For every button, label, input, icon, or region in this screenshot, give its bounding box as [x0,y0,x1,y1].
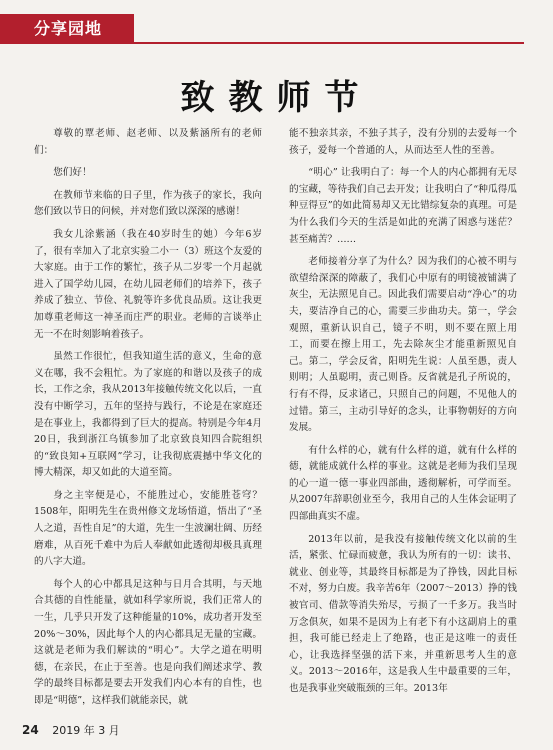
body-paragraph: “明心” 让我明白了：每一个人的内心都拥有无尽的宝藏，等待我们自己去开发；让我明白了“种瓜得瓜种豆得豆”的如此简易却又无比错综复杂的真理。可是为什么我们今天的生活是如此的充满了困惑与迷茫？甚至痛苦？…… [289,167,517,245]
section-label: 分享园地 [34,19,103,38]
body-paragraph: 虽然工作很忙，但我知道生活的意义，生命的意义在哪，我不会粗忙。为了家庭的和谐以及孩子的成长，工作之余，我从2013年接触传统文化以后，一直没有中断学习，五年的坚持与践行，不论是在家庭还是在事业上，我都得到了巨大的提高。特别是今年4月20日，我到浙江乌镇参加了北京致良知四合院组织的“致良知+互联网”学习，让我彻底震撼中华文化的博大精深，却又如此的大道至简。 [34,351,262,479]
issue-date: 2019 年 3 月 [52,724,120,737]
left-text-column [34,126,262,712]
body-paragraph: 我女儿涂紫涵（我在40岁时生的她）今年6岁了，很有幸加入了北京实验二小一（3）班这个友爱的大家庭。由于工作的繁忙，孩子从二岁零一个月起就进入了国学幼儿园，在幼儿园老师们的培养下，孩子养成了独立、节俭、礼貌等许多优良品质。这让我更加尊重老师这一神圣而庄严的职业。老师的言谈举止无一不在时刻影响着孩子。 [34,228,262,340]
body-paragraph: 老师接着分享了为什么？因为我们的心被不明与欲望给深深的障蔽了，我们心中原有的明镜被铺满了灰尘，无法照见自己。因此我们需要启动“净心”的功夫，要洁净自己的心，需要三步曲功夫。第一，学会观照，重新认识自己，镜子不明，则不要在照上用工，而要在擦上用工，先去除灰尘才能重新照见自己。第二，学会反省，阳明先生说：人虽至愚，责人则明；人虽聪明，责己则昏。反省就是孔子所说的，行有不得，反求诸己，只照自己的问题，不见他人的过错。第三，主动引导好的念头，让事物朝好的方向发展。 [289,256,517,434]
page-footer [22,722,120,738]
body-paragraph: 身之主宰便是心，不能胜过心，安能胜苍穹？1508年，阳明先生在贵州修文龙场悟道，悟出了“圣人之道，吾性自足”的大道，先生一生波澜壮阔、历经磨难，从百死千难中为后人奉献如此透彻却极具真理的八字大道。 [34,489,262,568]
body-paragraph: 尊敬的覃老师、赵老师、以及紫涵所有的老师们： [34,128,262,156]
body-paragraph: 能不独亲其亲，不独子其子，没有分别的去爱每一个孩子，爱每一个普通的人，从而达至人性的至善。 [289,128,517,156]
article-title: 致教师节 [180,78,373,118]
section-banner [0,14,134,44]
right-text-column [289,126,517,712]
section-rule [134,42,524,44]
body-paragraph: 每个人的心中都具足这种与日月合其明，与天地合其德的自性能量，就如科学家所说，我们正常人的一生，几乎只开发了这种能量的10%，成功者开发至20%～30%，因此每个人的内心都具足无量的宝藏。这就是老师为我们解读的“明心”。大学之道在明明德，在亲民，在止于至善。也是向我们阐述求学、教学的最终目标都是要去开发我们内心本有的自性，也即是“明德”，这样我们就能亲民，就 [34,578,262,706]
page-number: 24 [22,723,39,737]
body-paragraph: 2013年以前，是我没有接触传统文化以前的生活，紧张、忙碌而疲惫，我认为所有的一切：读书、就业、创业等，其最终目标都是为了挣钱，因此目标不对，努力白废。我辛苦6年（2007～2013）挣的钱被官司、借款等消失殆尽，亏损了一千多万。我当时万念俱灰，如果不是因为上有老下有小这副肩上的重担，我可能已经走上了绝路，也正是这唯一的责任心，让我选择坚强的活下来，并重新思考人生的意义。2013～2016年，这是我人生中最重要的三年，也是我事业突破瓶颈的三年。2013年 [289,533,517,694]
body-paragraph: 在教师节来临的日子里，作为孩子的家长，我向您们致以节日的问候，并对您们致以深深的感谢！ [34,189,262,218]
body-paragraph: 有什么样的心，就有什么样的道，就有什么样的德，就能成就什么样的事业。这就是老师为我们呈现的心一道一德一事业四部曲，透彻解析，可学而至。从2007年辞职创业至今，我用自己的人生体会证明了四部曲真实不虚。 [289,444,517,523]
body-paragraph: 您们好！ [53,167,92,179]
